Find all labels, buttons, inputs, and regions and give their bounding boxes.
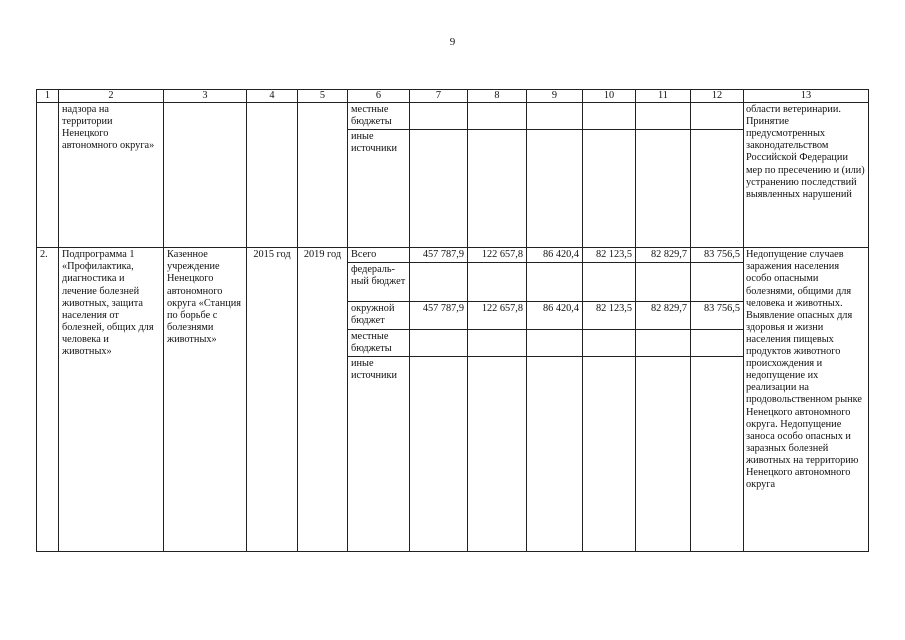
value-cell: 83 756,5 bbox=[691, 248, 744, 263]
value-cell: 82 829,7 bbox=[636, 302, 691, 329]
cont-other-sources: иные источники bbox=[348, 130, 410, 248]
header-cell: 13 bbox=[744, 90, 869, 103]
budget-table bbox=[36, 89, 869, 552]
budget-total-label: Всего bbox=[348, 248, 410, 263]
value-cell: 82 829,7 bbox=[636, 248, 691, 263]
header-cell: 10 bbox=[583, 90, 636, 103]
value-cell: 457 787,9 bbox=[410, 248, 468, 263]
budget-local-label: местные бюджеты bbox=[348, 329, 410, 356]
end-year: 2019 год bbox=[298, 248, 348, 551]
cont-local-budget: местные бюджеты bbox=[348, 103, 410, 130]
header-cell: 7 bbox=[410, 90, 468, 103]
header-cell: 5 bbox=[298, 90, 348, 103]
value-cell: 122 657,8 bbox=[468, 248, 527, 263]
header-cell: 8 bbox=[468, 90, 527, 103]
header-cell: 4 bbox=[247, 90, 298, 103]
header-cell: 12 bbox=[691, 90, 744, 103]
header-cell: 11 bbox=[636, 90, 691, 103]
value-cell: 86 420,4 bbox=[527, 302, 583, 329]
program-cell: Подпрограмма 1 «Профилактика, диагностика и лечение болезней животных, защита населения от болезней, общих для человека и животных» bbox=[59, 248, 164, 551]
header-cell: 1 bbox=[37, 90, 59, 103]
budget-other-label: иные источники bbox=[348, 356, 410, 551]
start-year: 2015 год bbox=[247, 248, 298, 551]
budget-federal-label: федераль-ный бюджет bbox=[348, 263, 410, 302]
cont-program-cell: надзора на территории Ненецкого автономного округа» bbox=[59, 103, 164, 248]
value-cell: 457 787,9 bbox=[410, 302, 468, 329]
page-number: 9 bbox=[449, 36, 456, 48]
result-cell: Недопущение случаев заражения населения особо опасными болезнями, общими для человека и животных. Выявление опасных для здоровья и жизни населения пищевых продуктов животного происхождения и недопущение их реализации на продовольственном рынке Ненецкого автономного округа. Недопущение заноса особо опасных и заразных болезней животных на территорию Ненецкого автономного округа bbox=[744, 248, 869, 551]
row-number: 2. bbox=[37, 248, 59, 551]
table-row bbox=[37, 248, 869, 263]
value-cell: 83 756,5 bbox=[691, 302, 744, 329]
value-cell: 82 123,5 bbox=[583, 248, 636, 263]
executor-cell: Казенное учреждение Ненецкого автономного округа «Станция по борьбе с болезнями животных» bbox=[164, 248, 247, 551]
table-row bbox=[37, 103, 869, 130]
header-cell: 9 bbox=[527, 90, 583, 103]
value-cell: 86 420,4 bbox=[527, 248, 583, 263]
header-cell: 6 bbox=[348, 90, 410, 103]
header-row bbox=[37, 90, 869, 103]
header-cell: 2 bbox=[59, 90, 164, 103]
cont-result-cell: области ветеринарии. Принятие предусмотренных законодательством Российской Федерации мер по пресечению и (или) устранению последствий выявленных нарушений bbox=[744, 103, 869, 248]
value-cell: 82 123,5 bbox=[583, 302, 636, 329]
budget-district-label: окружной бюджет bbox=[348, 302, 410, 329]
value-cell: 122 657,8 bbox=[468, 302, 527, 329]
header-cell: 3 bbox=[164, 90, 247, 103]
